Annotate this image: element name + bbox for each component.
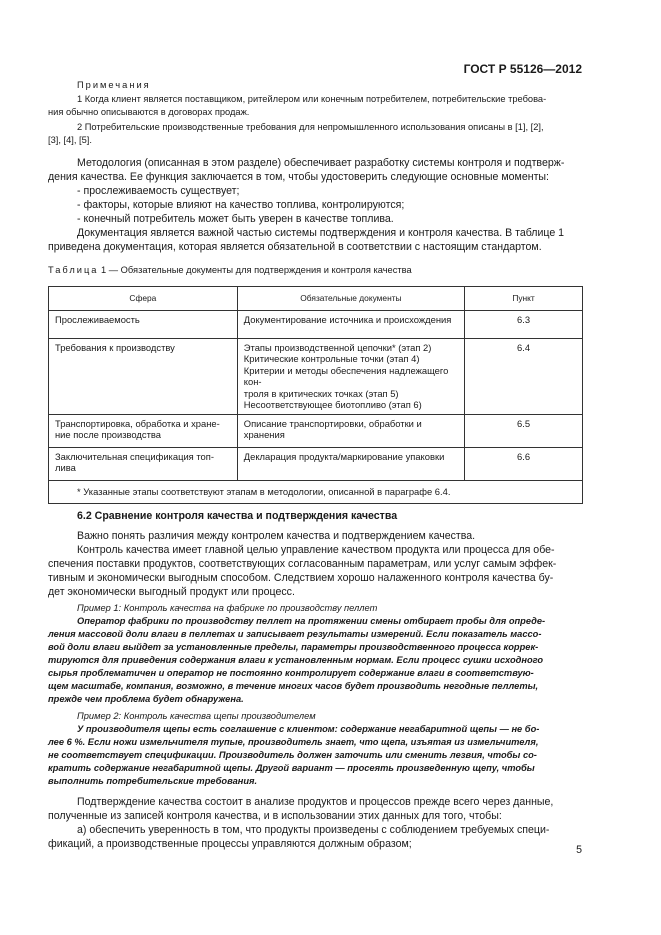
cell-clause: 6.3	[465, 310, 583, 338]
documents-table	[48, 286, 583, 504]
header-sphere: Сфера	[49, 287, 238, 311]
example-1-line: тируются для приведения содержания влаги к установленным нормам. Если процесс сушки исходного	[48, 655, 544, 665]
intro-p1-line-2: дения качества. Ее функция заключается в том, чтобы удостоверить следующие основные моменты:	[48, 171, 549, 183]
section-text-line: спечения поставки продуктов, соответствующих согласованным параметрам, или услуг самым эффек-	[48, 558, 557, 570]
example-1-line: сырья проблематичен и оператор не постоянно контролирует содержание влаги в соответствую-	[48, 668, 534, 678]
table-caption-text: 1 — Обязательные документы для подтверждения и контроля качества	[101, 265, 412, 275]
intro-p1-line-1: Методология (описанная в этом разделе) обеспечивает разработку системы контроля и подтверж-	[77, 157, 565, 169]
table-caption-word: Таблица	[48, 265, 99, 275]
table-footnote: * Указанные этапы соответствуют этапам в методологии, описанной в параграфе 6.4.	[49, 480, 583, 504]
example-1-line: вой доли влаги выйдет за установленные пределы, параметры производственного процесса коррек-	[48, 642, 539, 652]
note-2-line-2: [3], [4], [5].	[48, 135, 92, 145]
note-1-line-2: ния обычно описываются в договорах продаж.	[48, 107, 250, 117]
example-2-line: не соответствует спецификации. Производитель должен заточить или сменить лезвия, чтобы со-	[48, 750, 537, 760]
table-row	[49, 310, 583, 338]
table-footnote-row	[49, 480, 583, 504]
cell-clause: 6.5	[465, 414, 583, 447]
cell-sphere: Заключительная спецификация топ- лива	[49, 447, 238, 480]
section-text-line: Важно понять различия между контролем качества и подтверждением качества.	[77, 530, 476, 542]
intro-p2-line-2: приведена документация, которая является обязательной в соответствии с настоящим стандартом.	[48, 241, 542, 253]
section-text-line: Контроль качества имеет главной целью управление качеством продукта или процесса для обе-	[77, 544, 555, 556]
cell-documents: Документирование источника и происхождения	[237, 310, 464, 338]
section-heading: 6.2 Сравнение контроля качества и подтверждения качества	[77, 510, 398, 522]
note-1-line-1: 1 Когда клиент является поставщиком, ритейлером или конечным потребителем, потребительские требова-	[77, 94, 547, 104]
cell-sphere: Прослеживаемость	[49, 310, 238, 338]
cell-documents: Этапы производственной цепочки* (этап 2) Критические контрольные точки (этап 4) Критерии и методы обеспечения надлежащего кон- троля в критических точках (этап 5) Несоответствующее биотопливо (этап 6)	[237, 338, 464, 414]
standard-number: ГОСТ Р 55126—2012	[463, 62, 582, 76]
notes-title: Примечания	[77, 80, 151, 90]
table-header-row	[49, 287, 583, 311]
closing-line: фикаций, а производственные процессы управляются должным образом;	[48, 838, 412, 850]
section-text-line: тивным и экономически выгодным способом. Следствием хорошо налаженного контроля качества бу-	[48, 572, 554, 584]
example-2-line: У производителя щепы есть соглашение с клиентом: содержание негабаритной щепы — не бо-	[77, 724, 540, 734]
section-text-line: дет экономически выгодный продукт или процесс.	[48, 586, 295, 598]
example-1-line: щем масштабе, компания, возможно, в течение многих часов будет производить негодные пеллеты,	[48, 681, 539, 691]
closing-line: Подтверждение качества состоит в анализе продуктов и процессов прежде всего через данные,	[77, 796, 554, 808]
page-number: 5	[576, 844, 582, 856]
cell-clause: 6.4	[465, 338, 583, 414]
closing-line: а) обеспечить уверенность в том, что продукты произведены с соблюдением требуемых специ-	[77, 824, 550, 836]
cell-sphere: Транспортировка, обработка и хране- ние после производства	[49, 414, 238, 447]
cell-sphere: Требования к производству	[49, 338, 238, 414]
table-row	[49, 338, 583, 414]
example-2-line: лее 6 %. Если ножи измельчителя тупые, производитель знает, что щепа, изъятая из измельчителя,	[48, 737, 539, 747]
closing-line: полученные из записей контроля качества, и в использовании этих данных для того, чтобы:	[48, 810, 502, 822]
table-row	[49, 414, 583, 447]
example-2-line: кратить содержание негабаритной щепы. Другой вариант — просеять произведенную щепу, чтобы	[48, 763, 535, 773]
intro-p2-line-1: Документация является важной частью системы подтверждения и контроля качества. В таблице 1	[77, 227, 565, 239]
list-item: - конечный потребитель может быть уверен в качестве топлива.	[77, 213, 394, 225]
cell-clause: 6.6	[465, 447, 583, 480]
example-1-line: Оператор фабрики по производству пеллет на протяжении смены отбирает пробы для опреде-	[77, 616, 546, 626]
cell-documents: Описание транспортировки, обработки и хранения	[237, 414, 464, 447]
header-clause: Пункт	[465, 287, 583, 311]
list-item: - факторы, которые влияют на качество топлива, контролируются;	[77, 199, 405, 211]
example-1-title: Пример 1: Контроль качества на фабрике по производству пеллет	[77, 603, 378, 613]
example-2-title: Пример 2: Контроль качества щепы производителем	[77, 711, 316, 721]
example-2-line: выполнить потребительские требования.	[48, 776, 258, 786]
table-caption	[48, 264, 412, 276]
cell-documents: Декларация продукта/маркирование упаковки	[237, 447, 464, 480]
header-documents: Обязательные документы	[237, 287, 464, 311]
table-row	[49, 447, 583, 480]
example-1-line: прежде чем проблема будет обнаружена.	[48, 694, 244, 704]
list-item: - прослеживаемость существует;	[77, 185, 240, 197]
note-2-line-1: 2 Потребительские производственные требования для непромышленного использования описаны в [1], [2],	[77, 122, 544, 132]
example-1-line: ления массовой доли влаги в пеллетах и записывает результаты измерений. Если показатель массо-	[48, 629, 542, 639]
